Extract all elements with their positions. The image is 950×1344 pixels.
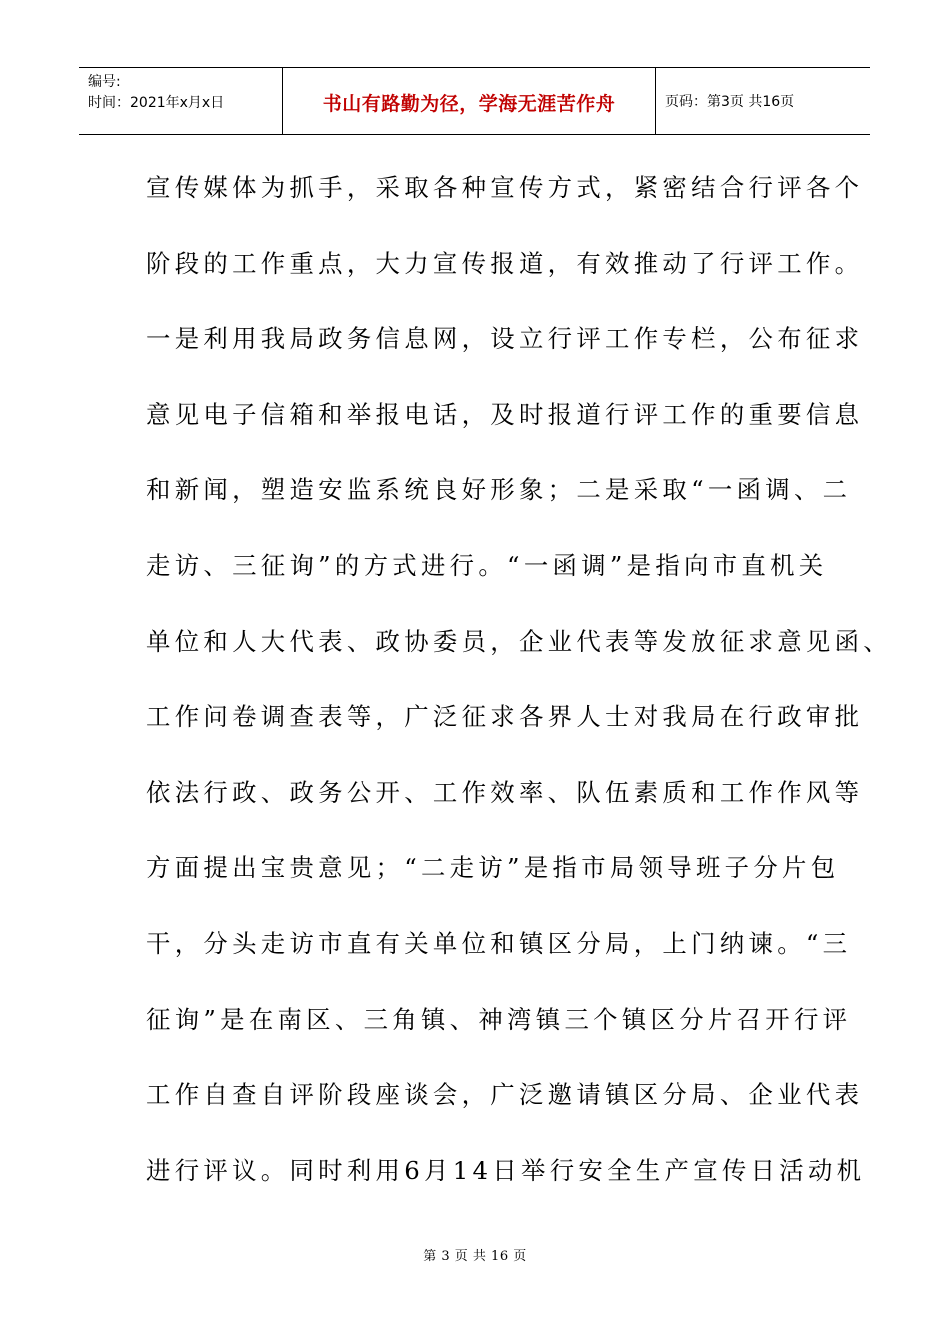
body-line: 阶段的工作重点，大力宣传报道，有效推动了行评工作。 bbox=[146, 248, 864, 278]
footer-page-number: 第 3 页 共 16 页 bbox=[423, 1249, 527, 1264]
header-page-label: 页码：第3页 共16页 bbox=[665, 94, 795, 110]
document-body bbox=[146, 150, 892, 1208]
body-line: 意见电子信箱和举报电话，及时报道行评工作的重要信息 bbox=[146, 399, 864, 429]
header-motto: 书山有路勤为径，学海无涯苦作舟 bbox=[322, 92, 616, 115]
body-line: 工作自查自评阶段座谈会，广泛邀请镇区分局、企业代表 bbox=[146, 1080, 864, 1110]
header-page-cell bbox=[656, 68, 870, 134]
body-line: 宣传媒体为抓手，采取各种宣传方式，紧密结合行评各个 bbox=[146, 173, 864, 202]
body-line: 进行评议。同时利用6月14日举行安全生产宣传日活动机 bbox=[146, 1155, 866, 1185]
body-line: 方面提出宝贵意见；“二走访”是指市局领导班子分片包 bbox=[146, 853, 840, 883]
body-line: 和新闻，塑造安监系统良好形象；二是采取“一函调、二 bbox=[146, 475, 852, 505]
body-line: 征询”是在南区、三角镇、神湾镇三个镇区分片召开行评 bbox=[146, 1004, 852, 1034]
header-motto-cell bbox=[283, 68, 656, 134]
page-header bbox=[79, 67, 870, 135]
body-line: 走访、三征询”的方式进行。“一函调”是指向市直机关 bbox=[146, 550, 828, 580]
page-footer bbox=[0, 1245, 950, 1264]
document-number-label: 编号: bbox=[88, 74, 121, 90]
document-time-label: 时间：2021年x月x日 bbox=[88, 95, 225, 111]
body-line: 依法行政、政务公开、工作效率、队伍素质和工作作风等 bbox=[146, 777, 864, 807]
body-line: 干，分头走访市直有关单位和镇区分局，上门纳谏。“三 bbox=[146, 928, 852, 958]
body-line: 工作问卷调查表等，广泛征求各界人士对我局在行政审批 bbox=[146, 702, 864, 732]
body-line: 一是利用我局政务信息网，设立行评工作专栏，公布征求 bbox=[146, 324, 864, 354]
header-meta-cell bbox=[79, 68, 283, 134]
body-line: 单位和人大代表、政协委员，企业代表等发放征求意见函、 bbox=[146, 626, 892, 656]
